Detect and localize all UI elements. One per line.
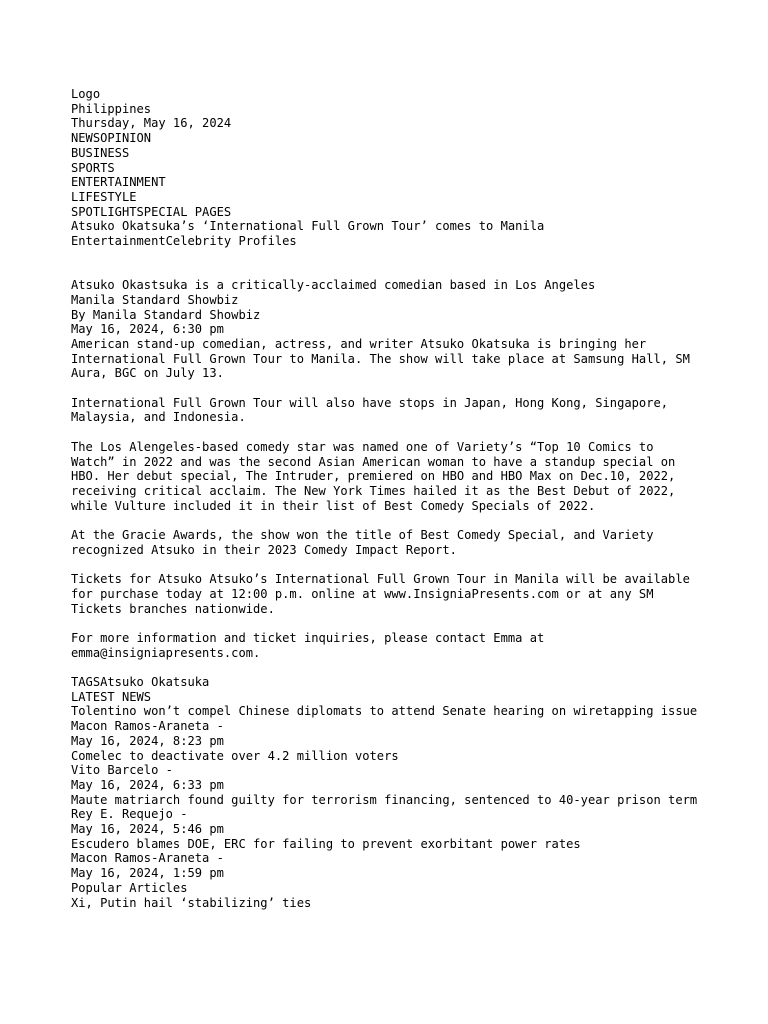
edition-label: Philippines <box>71 101 152 116</box>
latest-news-title[interactable]: Comelec to deactivate over 4.2 million voters <box>71 748 399 763</box>
current-date: Thursday, May 16, 2024 <box>71 116 232 131</box>
site-logo[interactable]: Logo <box>71 87 101 101</box>
latest-news-author[interactable]: Macon Ramos-Araneta - <box>71 851 224 866</box>
article-title: Atsuko Okatsuka’s ‘International Full Grown Tour’ comes to Manila <box>71 219 545 234</box>
category-celebrity-profiles[interactable]: Celebrity Profiles <box>165 234 297 249</box>
latest-news-heading: LATEST NEWS <box>71 689 152 704</box>
latest-news-title[interactable]: Escudero blames DOE, ERC for failing to prevent exorbitant power rates <box>71 836 581 851</box>
nav-business[interactable]: BUSINESS <box>71 145 130 160</box>
latest-news-author[interactable]: Macon Ramos-Araneta - <box>71 719 224 734</box>
latest-news-date: May 16, 2024, 1:59 pm <box>71 866 224 881</box>
nav-news[interactable]: NEWS <box>71 131 101 146</box>
latest-news-title[interactable]: Maute matriarch found guilty for terrorism financing, sentenced to 40-year prison term <box>71 792 698 807</box>
article-tags <box>71 675 698 690</box>
latest-news-author[interactable]: Rey E. Requejo - <box>71 807 188 822</box>
nav-special-pages[interactable]: SPECIAL PAGES <box>136 204 232 219</box>
main-nav <box>71 131 698 146</box>
article-published: May 16, 2024, 6:30 pm <box>71 322 224 337</box>
image-placeholder <box>71 249 698 278</box>
article-paragraph: The Los Alengeles-based comedy star was named one of Variety’s “Top 10 Comics to Watch” in 2022 and was the second Asian American woman to have a standup special on HBO. Her debut special, The Intruder, premiered on HBO and HBO Max on Dec.10, 2022, receiving critical acclaim. The New York Times hailed it as the Best Debut of 2022, while Vulture included it in their list of Best Comedy Specials of 2022. <box>71 439 676 513</box>
latest-news-date: May 16, 2024, 6:33 pm <box>71 777 224 792</box>
article-paragraph: For more information and ticket inquiries, please contact Emma at emma@insigniapresents.com. <box>71 630 545 660</box>
latest-news-date: May 16, 2024, 8:23 pm <box>71 733 224 748</box>
nav-opinion[interactable]: OPINION <box>100 131 152 146</box>
article-paragraph: At the Gracie Awards, the show won the title of Best Comedy Special, and Variety recognized Atsuko in their 2023 Comedy Impact Report. <box>71 528 654 557</box>
nav-row-extra <box>71 205 698 220</box>
nav-sports[interactable]: SPORTS <box>71 160 115 175</box>
tags-label: TAGS <box>71 675 101 690</box>
article-byline: By Manila Standard Showbiz <box>71 307 261 322</box>
latest-news-title[interactable]: Tolentino won’t compel Chinese diplomats to attend Senate hearing on wiretapping issue <box>71 704 698 719</box>
tag-link[interactable]: Atsuko Okatsuka <box>100 675 210 690</box>
nav-lifestyle[interactable]: LIFESTYLE <box>71 189 137 204</box>
article-paragraph: Tickets for Atsuko Atsuko’s International Full Grown Tour in Manila will be available for purchase today at 12:00 p.m. online at www.InsigniaPresents.com or at any SM Tickets branches nationwide. <box>71 572 690 616</box>
article-categories <box>71 234 698 249</box>
nav-spotlight[interactable]: SPOTLIGHT <box>71 204 137 219</box>
category-entertainment[interactable]: Entertainment <box>71 234 166 249</box>
latest-news-author[interactable]: Vito Barcelo - <box>71 763 173 778</box>
image-caption: Atsuko Okastsuka is a critically-acclaimed comedian based in Los Angeles <box>71 278 596 293</box>
nav-entertainment[interactable]: ENTERTAINMENT <box>71 175 166 190</box>
article-source[interactable]: Manila Standard Showbiz <box>71 292 239 307</box>
popular-article-link[interactable]: Xi, Putin hail ‘stabilizing’ ties <box>71 895 312 910</box>
latest-news-date: May 16, 2024, 5:46 pm <box>71 822 224 837</box>
article-paragraph: American stand-up comedian, actress, and writer Atsuko Okatsuka is bringing her International Full Grown Tour to Manila. The show will take place at Samsung Hall, SM Aura, BGC on July 13. <box>71 336 690 381</box>
article-paragraph: International Full Grown Tour will also have stops in Japan, Hong Kong, Singapore, Malaysia, and Indonesia. <box>71 395 669 425</box>
popular-articles-heading: Popular Articles <box>71 880 188 895</box>
